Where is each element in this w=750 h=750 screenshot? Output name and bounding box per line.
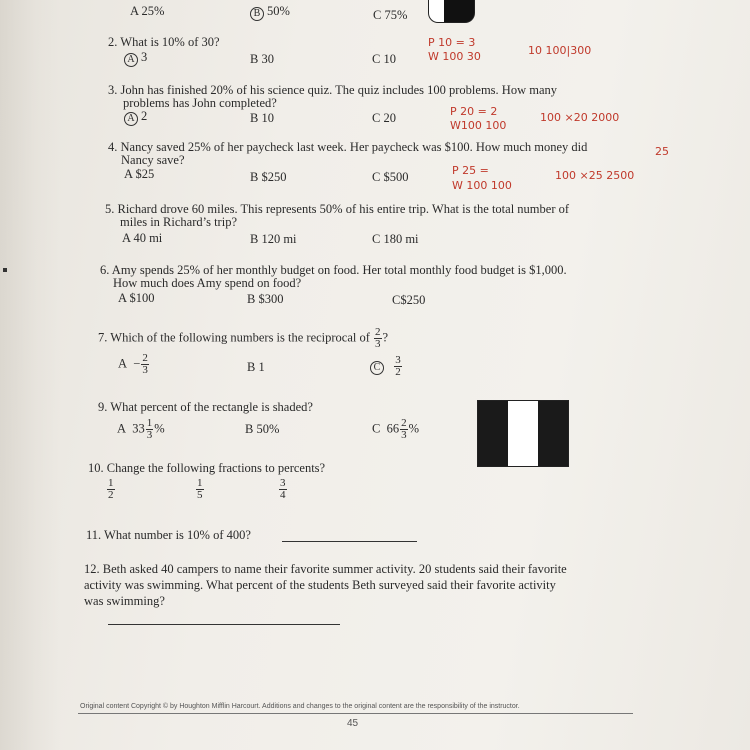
copyright-footer: Original content Copyright © by Houghton Mifflin Harcourt. Additions and changes to the original content are the responsibility of the instructor. xyxy=(80,703,520,710)
q4-choice-c: C $500 xyxy=(372,170,409,184)
q10-question: 10. Change the following fractions to percents? xyxy=(88,461,326,475)
q5-choice-a: A 40 mi xyxy=(122,231,163,245)
answer-circle: A xyxy=(124,53,138,67)
page-shadow xyxy=(0,0,60,750)
q10-fraction-1: $\frac{1}{2}$ xyxy=(108,477,114,501)
q4-handwritten-result: 25 xyxy=(655,145,669,158)
q11-answer-line[interactable] xyxy=(282,541,417,542)
q2-handwritten-proportion: P 10 = 3 xyxy=(428,36,476,49)
q3-question-line1: 3. John has finished 20% of his science quiz. The quiz includes 100 problems. How many xyxy=(108,83,557,97)
q6-choice-b: B $300 xyxy=(247,292,284,306)
q4-handwritten-proportion: P 25 = xyxy=(452,164,489,177)
shaded-rectangle-figure xyxy=(477,400,569,467)
q5-question-line2: miles in Richard’s trip? xyxy=(120,215,237,229)
q3-handwritten-calc: 100 ×20 2000 xyxy=(540,111,620,124)
q11-question: 11. What number is 10% of 400? xyxy=(86,528,251,542)
fraction: $\frac{2}{3}$ xyxy=(142,352,148,376)
q1-choice-c: C 75% xyxy=(373,8,408,22)
q12-question-line3: was swimming? xyxy=(84,594,165,608)
fraction: $\frac{1}{3}$ xyxy=(146,417,153,441)
q2-handwritten-proportion-bottom: W 100 30 xyxy=(428,50,481,63)
margin-mark xyxy=(3,268,7,272)
q3-choice-c: C 20 xyxy=(372,111,396,125)
q9-question: 9. What percent of the rectangle is shaded? xyxy=(98,400,313,414)
q4-question-line2: Nancy save? xyxy=(121,153,185,167)
q4-question-line1: 4. Nancy saved 25% of her paycheck last week. Her paycheck was $100. How much money did xyxy=(108,140,588,154)
footer-divider xyxy=(78,713,633,714)
q2-handwritten-calc: 10 100|300 xyxy=(528,44,592,57)
answer-circle: B xyxy=(250,7,264,21)
q5-choice-c: C 180 mi xyxy=(372,232,419,246)
q6-choice-a: A $100 xyxy=(118,291,155,305)
q2-choice-b: B 30 xyxy=(250,52,274,66)
fraction: $\frac{2}{3}$ xyxy=(375,326,381,350)
answer-circle: A xyxy=(124,112,138,126)
q9-choice-a: A 33 $\frac{1}{3}$ % xyxy=(117,417,165,441)
q4-handwritten-calc: 100 ×25 2500 xyxy=(555,169,635,182)
q12-question-line2: activity was swimming. What percent of the students Beth surveyed said their favorite activity xyxy=(84,578,556,592)
q3-choice-a: A 2 xyxy=(124,109,147,126)
q5-choice-b: B 120 mi xyxy=(250,232,297,246)
q7-choice-b: B 1 xyxy=(247,360,265,374)
answer-circle: C xyxy=(370,361,384,375)
q10-fraction-3: $\frac{3}{4}$ xyxy=(280,477,286,501)
unshaded-section xyxy=(508,401,538,466)
q2-question: 2. What is 10% of 30? xyxy=(108,35,220,49)
shaded-section xyxy=(538,401,568,466)
q6-question-line1: 6. Amy spends 25% of her monthly budget on food. Her total monthly food budget is $1,000. xyxy=(100,263,567,277)
q7-question: 7. Which of the following numbers is the reciprocal of $\frac{2}{3}$ ? xyxy=(98,326,389,350)
page-number: 45 xyxy=(347,718,359,729)
q1-choice-b: B 50% xyxy=(250,4,290,21)
q7-choice-a: A − $\frac{2}{3}$ xyxy=(118,352,148,376)
q4-handwritten-proportion-bottom: W 100 100 xyxy=(452,179,512,192)
q10-fraction-2: $\frac{1}{5}$ xyxy=(197,477,203,501)
q6-choice-c: C$250 xyxy=(392,293,426,307)
q12-answer-line[interactable] xyxy=(108,624,340,625)
q3-question-line2: problems has John completed? xyxy=(123,96,277,110)
q3-handwritten-proportion-bottom: W100 100 xyxy=(450,119,507,132)
q1-shaded-shape xyxy=(428,0,475,23)
q4-choice-b: B $250 xyxy=(250,170,287,184)
q5-question-line1: 5. Richard drove 60 miles. This represents 50% of his entire trip. What is the total number of xyxy=(105,202,570,216)
q6-question-line2: How much does Amy spend on food? xyxy=(113,276,302,290)
q12-question-line1: 12. Beth asked 40 campers to name their favorite summer activity. 20 students said their favorite xyxy=(84,562,567,576)
fraction: $\frac{3}{2}$ xyxy=(395,354,401,378)
q2-choice-a: A 3 xyxy=(124,50,147,67)
shaded-section xyxy=(478,401,508,466)
q4-choice-a: A $25 xyxy=(124,167,155,181)
q3-handwritten-proportion: P 20 = 2 xyxy=(450,105,498,118)
q9-choice-b: B 50% xyxy=(245,422,280,436)
q1-choice-a: A 25% xyxy=(130,4,165,18)
q9-choice-c: C 66 $\frac{2}{3}$ % xyxy=(372,417,420,441)
q2-choice-c: C 10 xyxy=(372,52,396,66)
fraction: $\frac{2}{3}$ xyxy=(401,417,407,441)
q3-choice-b: B 10 xyxy=(250,111,274,125)
q7-choice-c xyxy=(370,355,403,378)
